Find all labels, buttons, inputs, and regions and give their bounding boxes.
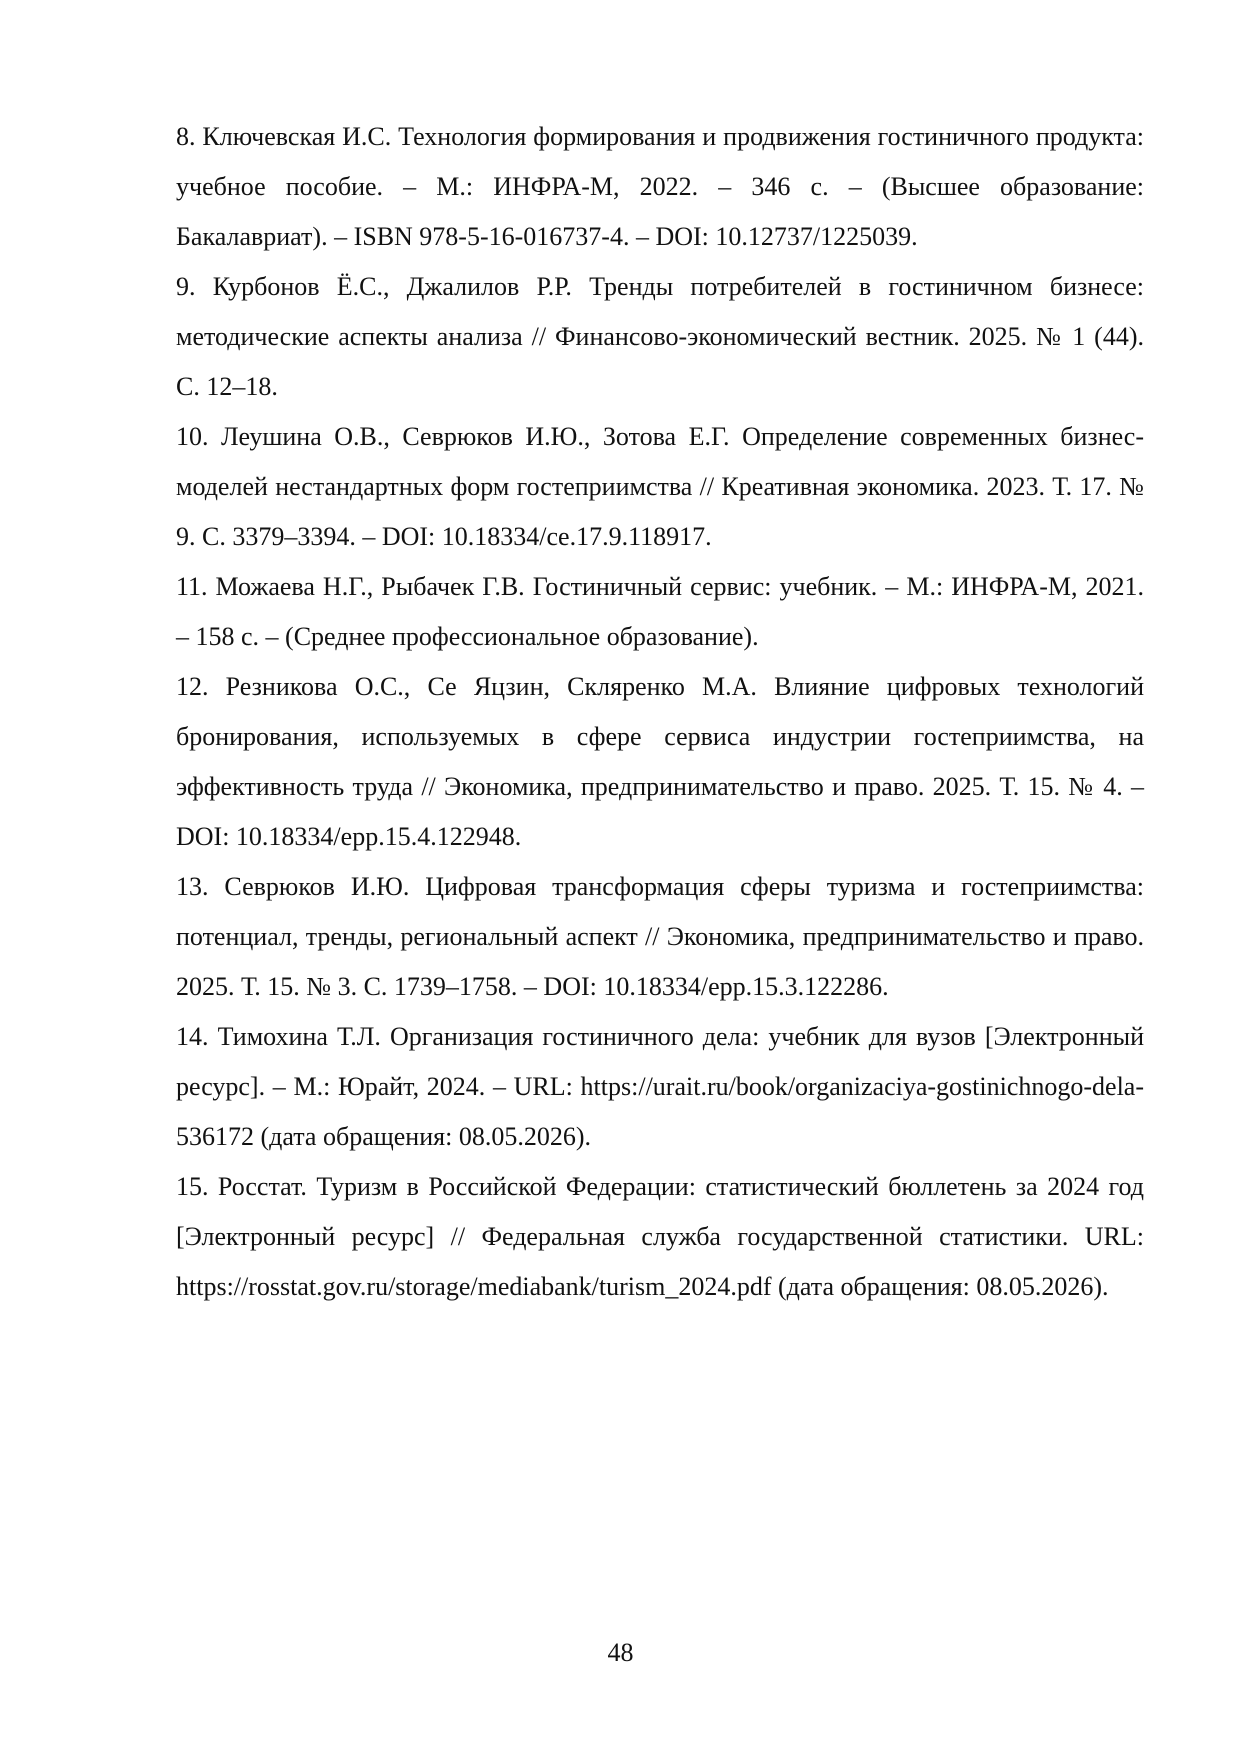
reference-item: 9. Курбонов Ё.С., Джалилов Р.Р. Тренды потребителей в гостиничном бизнесе: методические аспекты анализа // Финансово-экономический вестник. 2025. № 1 (44). С. 12–18. — [176, 272, 1144, 401]
reference-item: 12. Резникова О.С., Се Яцзин, Скляренко М.А. Влияние цифровых технологий бронирования, используемых в сфере сервиса индустрии гостеприимства, на эффективность труда // Экономика, предпринимательство и право. 2025. Т. 15. № 4. – DOI: 10.18334/epp.15.4.122948. — [176, 672, 1144, 851]
page-number: 48 — [607, 1638, 634, 1667]
reference-item: 10. Леушина О.В., Севрюков И.Ю., Зотова Е.Г. Определение современных бизнес-моделей нестандартных форм гостеприимства // Креативная экономика. 2023. Т. 17. № 9. С. 3379–3394. – DOI: 10.18334/ce.17.9.118917. — [176, 422, 1144, 551]
reference-item: 14. Тимохина Т.Л. Организация гостиничного дела: учебник для вузов [Электронный ресурс]. – М.: Юрайт, 2024. – URL: https://urait.ru/book/organizaciya-gostinichnogo-dela-536172 (дата обращения: 08.05.2026). — [176, 1022, 1144, 1151]
reference-item: 15. Росстат. Туризм в Российской Федерации: статистический бюллетень за 2024 год [Электронный ресурс] // Федеральная служба государственной статистики. URL: https://rosstat.gov.ru/storage/mediabank/turism_2024.pdf (дата обращения: 08.05.2026). — [176, 1172, 1144, 1301]
reference-item: 8. Ключевская И.С. Технология формирования и продвижения гостиничного продукта: учебное пособие. – М.: ИНФРА-М, 2022. – 346 с. – (Высшее образование: Бакалавриат). – ISBN 978-5-16-016737-4. – DOI: 10.12737/1225039. — [176, 122, 1144, 251]
reference-item: 13. Севрюков И.Ю. Цифровая трансформация сферы туризма и гостеприимства: потенциал, тренды, региональный аспект // Экономика, предпринимательство и право. 2025. Т. 15. № 3. С. 1739–1758. – DOI: 10.18334/epp.15.3.122286. — [176, 872, 1144, 1001]
reference-item: 11. Можаева Н.Г., Рыбачек Г.В. Гостиничный сервис: учебник. – М.: ИНФРА-М, 2021. – 158 с. – (Среднее профессиональное образование). — [176, 572, 1144, 651]
reference-list — [176, 112, 1144, 1312]
